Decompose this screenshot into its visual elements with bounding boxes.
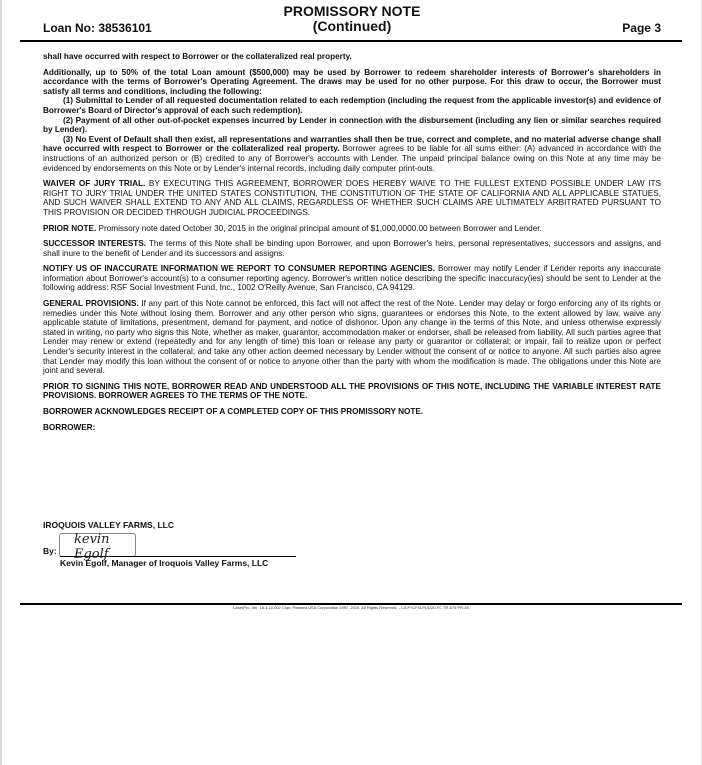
acknowledgement: BORROWER ACKNOWLEDGES RECEIPT OF A COMPLETED COPY OF THIS PROMISSORY NOTE. xyxy=(43,407,424,416)
general-text: If any part of this Note cannot be enforced, this fact will not affect the rest of the Note. Lender may delay or forgo enforcing any of its rights or remedies under this Note without losing them. Borrower and any other person who signs, guarantees or endorses this Note, to the extent allowed by law, waive any applicable statute of limitations, presentment, demand for payment, and notice of dishonor. Upon any change in the terms of this Note, and unless otherwise expressly stated in writing, no party who signs this Note, whether as maker, guarantor, accommodation maker or endorser, shall be released from liability. All such parties agree that Lender may renew or extend (repeatedly and for any length of time) this loan or release any party or guarantor or collateral; or impair, fail to realize upon or perfect Lender's security interest in the collateral; and take any other action deemed necessary by Lender without the consent of or notice to anyone. All such parties also agree that Lender may modify this loan without the consent of or notice to anyone other than the party with whom the modification is made. The obligations under this Note are joint and several. xyxy=(43,299,661,376)
condition-3-rest: Borrower agrees to be liable for all sums either: (A) advanced in accordance with the instructions of an authorized person or (B) credited to any of Borrower's accounts with Lender. The unpaid principal balance owing on this Note at any time may be evidenced by endorsements on this Note or by Lender's internal records, including daily computer print-outs. xyxy=(43,144,662,173)
successor-interests xyxy=(43,239,661,258)
successor-heading: SUCCESSOR INTERESTS. xyxy=(43,239,147,249)
handwritten-signature: kevin Egolf xyxy=(74,532,110,562)
notify-inaccurate-info xyxy=(43,264,661,293)
condition-1: (1) Submittal to Lender of all requested documentation related to each redemption (including the request from the applicable investor(s) and evidence of Borrower's Board of Director's approval of each such redemption). xyxy=(43,96,661,115)
laserpro-footer: LaserPro, Ver. 18.4.10.002 Copr. Finastra USA Corporation 1997, 2019. All Rights Reserved. - CA P:\CFI\LPL\D20.FC TR-675 PR-45 xyxy=(233,605,469,610)
condition-2: (2) Payment of all other out-of-pocket expenses incurred by Lender in connection with the disbursement (including any lien or similar searches required by Lender). xyxy=(43,115,661,135)
prior-to-signing: PRIOR TO SIGNING THIS NOTE, BORROWER READ AND UNDERSTOOD ALL THE PROVISIONS OF THIS NOTE, INCLUDING THE VARIABLE INTEREST RATE PROVISIONS. BORROWER AGREES TO THE TERMS OF THE NOTE. xyxy=(43,381,661,401)
condition-3 xyxy=(43,135,661,173)
general-heading: GENERAL PROVISIONS. xyxy=(43,299,139,309)
document-title xyxy=(43,4,661,34)
condition-3-bold: (3) No Event of Default shall then exist, all representations and warranties shall then be true, correct and complete, and no material adverse change shall have occurred with respect to Borrower or the collateralized real property. xyxy=(43,134,661,154)
prior-note xyxy=(43,224,661,234)
general-provisions xyxy=(43,299,661,376)
notify-heading: NOTIFY US OF INACCURATE INFORMATION WE REPORT TO CONSUMER REPORTING AGENCIES. xyxy=(43,264,436,274)
loan-number: Loan No: 38536101 xyxy=(43,21,152,35)
prior-note-text: Promissory note dated October 30, 2015 in the original principal amount of $1,000,0000.00 between Borrower and Lender. xyxy=(98,223,542,233)
page-number: Page 3 xyxy=(622,21,661,35)
prior-note-heading: PRIOR NOTE. xyxy=(43,223,97,233)
waiver-heading: WAIVER OF JURY TRIAL. xyxy=(43,179,146,189)
borrower-label: BORROWER: xyxy=(43,422,96,432)
document-body xyxy=(43,52,661,438)
title-line-2: (Continued) xyxy=(312,18,392,34)
title-line-1: PROMISSORY NOTE xyxy=(283,3,421,19)
by-label: By: xyxy=(43,546,57,556)
borrower-company-name: IROQUOIS VALLEY FARMS, LLC xyxy=(43,520,174,530)
waiver-text: BY EXECUTING THIS AGREEMENT, BORROWER DOES HEREBY WAIVE TO THE FULLEST EXTEND POSSIBLE UNDER LAW ITS RIGHT TO JURY TRIAL UNDER THE UNITED STATES CONSTITUTION, THE CONSTITUTION OF THE STATE OF CALIFORNIA AND ALL APPLICABLE STATUES, AND SUCH WAIVER SHALL EXTEND TO ANY AND ALL CLAIMS, REGARDLESS OF WHETHER SUCH CLAIMS ARE ULTIMATELY ARBITRATED PURSUANT TO THIS PROVISION OR DECIDED THROUGH JUDICIAL PROCEEDINGS. xyxy=(43,179,661,217)
notify-text: Borrower may notify Lender if Lender reports any inaccurate information about Borrower's account(s) to a consumer reporting agency. Borrower's written notice describing the specific inaccuracy(ies) should be sent to Lender at the following address: RSF Social Investment Fund, Inc., 1002 O'Reilly Avenue, San Francisco, CA 94129. xyxy=(43,264,661,293)
paragraph-continuation: shall have occurred with respect to Borrower or the collateralized real property. xyxy=(43,52,352,61)
signature-line xyxy=(60,556,296,557)
header-rule xyxy=(20,40,682,42)
signature-field[interactable] xyxy=(59,532,136,562)
successor-text: The terms of this Note shall be binding upon Borrower, and upon Borrower's heirs, personal representatives, successors and assigns, and shall inure to the benefit of Lender and its successors and assigns. xyxy=(43,239,661,258)
paragraph-shareholder-draws: Additionally, up to 50% of the total Loan amount ($500,000) may be used by Borrower to redeem shareholder interests of Borrower's shareholders in accordance with the terms of Borrower's Operating Agreement. The draws may be used for no other purpose. For this draw to occur, the Borrower must satisfy all terms and conditions, including the following: xyxy=(43,67,661,96)
signer-name: Kevin Egolf, Manager of Iroquois Valley Farms, LLC xyxy=(60,558,269,568)
page-left-edge xyxy=(0,0,2,765)
waiver-of-jury-trial xyxy=(43,179,661,217)
document-header xyxy=(43,4,661,40)
